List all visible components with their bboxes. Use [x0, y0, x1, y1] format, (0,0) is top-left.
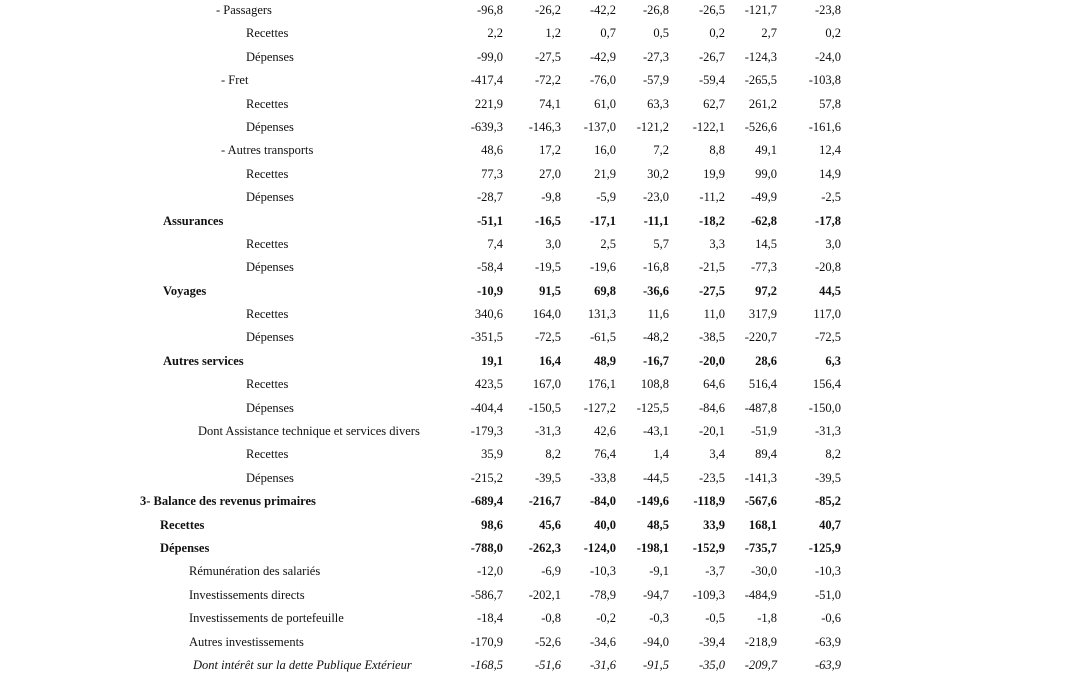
row-value: 7,4	[487, 236, 503, 251]
table-row	[0, 373, 1080, 396]
row-value: -121,7	[744, 3, 777, 17]
row-value: 17,2	[539, 143, 561, 158]
row-value: -33,8	[589, 470, 616, 485]
table-row	[0, 280, 1080, 303]
row-value: -51,0	[814, 587, 841, 602]
row-value: -351,5	[470, 330, 503, 345]
row-label: - Fret	[221, 73, 249, 88]
table-row	[0, 560, 1080, 583]
row-value: -586,7	[470, 587, 503, 602]
row-value: -72,5	[534, 330, 561, 345]
row-value: -20,1	[698, 424, 725, 439]
row-value: -20,8	[814, 260, 841, 275]
row-label: Dépenses	[246, 190, 294, 205]
row-label: Dépenses	[246, 119, 294, 134]
row-value: -85,2	[814, 494, 841, 509]
row-value: -19,6	[589, 260, 616, 275]
row-value: -12,0	[476, 564, 503, 579]
row-value: 40,0	[594, 517, 616, 532]
row-label: Dont intérêt sur la dette Publique Extérieur	[193, 657, 412, 672]
row-value: -404,4	[470, 400, 503, 415]
table-row	[0, 397, 1080, 420]
row-value: -122,1	[692, 119, 725, 134]
row-value: 89,4	[755, 447, 777, 462]
table-row	[0, 116, 1080, 139]
row-value: 261,2	[748, 96, 777, 111]
row-value: -42,9	[589, 49, 616, 64]
row-label: Dépenses	[246, 330, 294, 345]
row-value: 1,4	[653, 447, 669, 462]
row-value: 12,4	[819, 143, 841, 158]
row-value: 48,9	[594, 353, 616, 368]
row-value: -39,4	[698, 634, 725, 649]
row-value: 48,6	[481, 143, 503, 158]
row-value: -30,0	[750, 564, 777, 579]
row-value: -57,9	[642, 73, 669, 88]
row-value: 423,5	[474, 377, 503, 392]
row-value: -161,6	[808, 119, 841, 134]
row-value: -78,9	[589, 587, 616, 602]
row-value: -262,3	[528, 540, 561, 555]
row-value: -49,9	[750, 190, 777, 205]
row-value: -62,8	[750, 213, 777, 228]
row-value: 91,5	[539, 283, 561, 298]
row-label: Dépenses	[246, 260, 294, 275]
row-value: -39,5	[814, 470, 841, 485]
table-row	[0, 631, 1080, 654]
row-value: -52,6	[534, 634, 561, 649]
table-row	[0, 537, 1080, 560]
row-value: -124,0	[583, 540, 616, 555]
row-value: -216,7	[528, 494, 561, 509]
row-value: 35,9	[481, 447, 503, 462]
row-label: Recettes	[246, 377, 289, 392]
row-value: -198,1	[636, 540, 669, 555]
row-value: 2,2	[487, 26, 503, 41]
row-value: -109,3	[692, 587, 725, 602]
row-value: 45,6	[539, 517, 561, 532]
row-value: -28,7	[476, 190, 503, 205]
row-value: 27,0	[539, 166, 561, 181]
table-row	[0, 607, 1080, 630]
row-value: 44,5	[819, 283, 841, 298]
row-value: -48,2	[642, 330, 669, 345]
row-value: 49,1	[755, 143, 777, 158]
row-value: 131,3	[587, 307, 616, 322]
row-label: Recettes	[246, 26, 289, 41]
table-row	[0, 326, 1080, 349]
row-value: 2,7	[761, 26, 777, 41]
row-value: -0,5	[705, 611, 725, 626]
table-row	[0, 467, 1080, 490]
row-value: -23,8	[814, 3, 841, 17]
row-value: -141,3	[744, 470, 777, 485]
row-label: Recettes	[246, 236, 289, 251]
row-value: -31,3	[814, 424, 841, 439]
row-value: -94,7	[642, 587, 669, 602]
row-value: 0,7	[600, 26, 616, 41]
row-value: 69,8	[594, 283, 616, 298]
row-value: -103,8	[808, 73, 841, 88]
row-value: -17,8	[814, 213, 841, 228]
row-value: 48,5	[647, 517, 669, 532]
row-value: -43,1	[642, 424, 669, 439]
table-row	[0, 256, 1080, 279]
row-value: 167,0	[532, 377, 561, 392]
row-value: -19,5	[534, 260, 561, 275]
row-value: -121,2	[636, 119, 669, 134]
row-value: 7,2	[653, 143, 669, 158]
table-row	[0, 210, 1080, 233]
row-value: -77,3	[750, 260, 777, 275]
row-value: 8,2	[825, 447, 841, 462]
row-value: 108,8	[640, 377, 669, 392]
row-value: -35,0	[698, 657, 725, 672]
row-value: 16,4	[539, 353, 561, 368]
table-row	[0, 303, 1080, 326]
row-value: -76,0	[589, 73, 616, 88]
table-row	[0, 350, 1080, 373]
row-value: -23,5	[698, 470, 725, 485]
row-value: -61,5	[589, 330, 616, 345]
row-value: 340,6	[474, 307, 503, 322]
row-value: -26,7	[698, 49, 725, 64]
row-value: -84,0	[589, 494, 616, 509]
table-row	[0, 420, 1080, 443]
row-value: -3,7	[705, 564, 725, 579]
row-value: -1,8	[757, 611, 777, 626]
row-value: -202,1	[528, 587, 561, 602]
row-value: -417,4	[470, 73, 503, 88]
row-value: -63,9	[814, 634, 841, 649]
row-value: -209,7	[744, 657, 777, 672]
row-value: 77,3	[481, 166, 503, 181]
row-value: 61,0	[594, 96, 616, 111]
row-value: -179,3	[470, 424, 503, 439]
row-value: 164,0	[532, 307, 561, 322]
row-value: -170,9	[470, 634, 503, 649]
row-value: -58,4	[476, 260, 503, 275]
row-value: 156,4	[812, 377, 841, 392]
row-value: -91,5	[642, 657, 669, 672]
table-row	[0, 490, 1080, 513]
row-value: -20,0	[698, 353, 725, 368]
row-value: 317,9	[748, 307, 777, 322]
row-value: 176,1	[587, 377, 616, 392]
row-value: -6,9	[541, 564, 561, 579]
row-label: Dépenses	[246, 470, 294, 485]
row-value: -59,4	[698, 73, 725, 88]
row-value: -27,5	[698, 283, 725, 298]
row-value: -36,6	[642, 283, 669, 298]
row-value: -788,0	[470, 540, 503, 555]
row-value: 42,6	[594, 424, 616, 439]
row-value: -125,9	[808, 540, 841, 555]
row-value: 16,0	[594, 143, 616, 158]
row-value: -10,9	[476, 283, 503, 298]
row-value: -150,5	[528, 400, 561, 415]
row-value: -146,3	[528, 119, 561, 134]
table-row	[0, 654, 1080, 677]
table-row	[0, 69, 1080, 92]
row-value: -11,1	[643, 213, 669, 228]
row-label: Recettes	[246, 447, 289, 462]
row-value: 2,5	[600, 236, 616, 251]
row-label: Recettes	[160, 517, 205, 532]
row-value: -127,2	[583, 400, 616, 415]
row-label: Dépenses	[246, 400, 294, 415]
row-value: 19,9	[703, 166, 725, 181]
row-value: 14,9	[819, 166, 841, 181]
row-value: -24,0	[814, 49, 841, 64]
row-value: 8,2	[545, 447, 561, 462]
table-row	[0, 514, 1080, 537]
row-value: -16,5	[534, 213, 561, 228]
row-value: -0,6	[821, 611, 841, 626]
row-value: 1,2	[545, 26, 561, 41]
table-row	[0, 46, 1080, 69]
row-value: 30,2	[647, 166, 669, 181]
row-value: 221,9	[474, 96, 503, 111]
row-value: -17,1	[589, 213, 616, 228]
row-value: -38,5	[698, 330, 725, 345]
row-value: 14,5	[755, 236, 777, 251]
row-value: -34,6	[589, 634, 616, 649]
row-value: -94,0	[642, 634, 669, 649]
row-value: -9,8	[541, 190, 561, 205]
table-row	[0, 186, 1080, 209]
row-value: 57,8	[819, 96, 841, 111]
table-row	[0, 163, 1080, 186]
row-value: 98,6	[481, 517, 503, 532]
row-value: -27,5	[534, 49, 561, 64]
row-value: -44,5	[642, 470, 669, 485]
row-value: -51,1	[476, 213, 503, 228]
row-value: -220,7	[744, 330, 777, 345]
row-value: -42,2	[589, 3, 616, 17]
row-value: -84,6	[698, 400, 725, 415]
row-value: 168,1	[748, 517, 777, 532]
row-value: -168,5	[470, 657, 503, 672]
row-value: -72,5	[814, 330, 841, 345]
row-value: -63,9	[814, 657, 841, 672]
row-value: -152,9	[692, 540, 725, 555]
row-label: Autres investissements	[189, 634, 304, 649]
row-label: Recettes	[246, 96, 289, 111]
row-value: -487,8	[744, 400, 777, 415]
row-value: -124,3	[744, 49, 777, 64]
row-value: 5,7	[653, 236, 669, 251]
row-value: -11,2	[699, 190, 725, 205]
row-value: -51,6	[534, 657, 561, 672]
row-label: 3- Balance des revenus primaires	[140, 494, 316, 509]
row-value: 64,6	[703, 377, 725, 392]
row-value: -149,6	[636, 494, 669, 509]
row-value: -26,2	[534, 3, 561, 17]
row-value: -18,2	[698, 213, 725, 228]
row-value: 76,4	[594, 447, 616, 462]
row-label: Recettes	[246, 307, 289, 322]
row-value: 3,4	[709, 447, 725, 462]
row-value: -99,0	[476, 49, 503, 64]
row-value: 19,1	[481, 353, 503, 368]
row-value: -27,3	[642, 49, 669, 64]
table-row	[0, 233, 1080, 256]
row-value: 8,8	[709, 143, 725, 158]
row-value: -9,1	[649, 564, 669, 579]
row-value: -735,7	[744, 540, 777, 555]
table-row	[0, 93, 1080, 116]
row-label: Dont Assistance technique et services divers	[198, 424, 420, 439]
row-label: Investissements de portefeuille	[189, 611, 344, 626]
row-value: -150,0	[808, 400, 841, 415]
row-value: 40,7	[819, 517, 841, 532]
row-value: -484,9	[744, 587, 777, 602]
row-label: Autres services	[163, 353, 244, 368]
row-value: 33,9	[703, 517, 725, 532]
row-value: -23,0	[642, 190, 669, 205]
row-value: -10,3	[814, 564, 841, 579]
row-value: -0,8	[541, 611, 561, 626]
row-value: 0,2	[825, 26, 841, 41]
row-label: Dépenses	[246, 49, 294, 64]
table-row	[0, 584, 1080, 607]
row-value: -21,5	[698, 260, 725, 275]
table-row	[0, 22, 1080, 45]
row-value: -2,5	[821, 190, 841, 205]
row-value: -0,2	[596, 611, 616, 626]
row-value: 3,0	[545, 236, 561, 251]
row-value: -39,5	[534, 470, 561, 485]
row-value: -31,6	[589, 657, 616, 672]
row-label: Dépenses	[160, 540, 210, 555]
row-value: -10,3	[589, 564, 616, 579]
row-value: 3,3	[709, 236, 725, 251]
table-row	[0, 139, 1080, 162]
row-value: -72,2	[534, 73, 561, 88]
row-value: 62,7	[703, 96, 725, 111]
table-row	[0, 0, 1080, 22]
row-value: -0,3	[649, 611, 669, 626]
row-value: -26,5	[698, 3, 725, 17]
row-value: -215,2	[470, 470, 503, 485]
row-value: 97,2	[755, 283, 777, 298]
row-value: -567,6	[744, 494, 777, 509]
row-value: 21,9	[594, 166, 616, 181]
row-value: -118,9	[693, 494, 725, 509]
row-value: 3,0	[825, 236, 841, 251]
row-value: -125,5	[636, 400, 669, 415]
row-value: 63,3	[647, 96, 669, 111]
row-label: Recettes	[246, 166, 289, 181]
row-value: -5,9	[596, 190, 616, 205]
row-value: 0,5	[653, 26, 669, 41]
row-value: 99,0	[755, 166, 777, 181]
row-value: -26,8	[642, 3, 669, 17]
row-value: -639,3	[470, 119, 503, 134]
row-value: 0,2	[709, 26, 725, 41]
row-value: 117,0	[813, 307, 841, 322]
row-value: -96,8	[476, 3, 503, 17]
row-value: -265,5	[744, 73, 777, 88]
row-value: 11,0	[703, 307, 725, 322]
row-value: 74,1	[539, 96, 561, 111]
row-value: 11,6	[647, 307, 669, 322]
row-value: -18,4	[476, 611, 503, 626]
row-label: - Passagers	[216, 3, 272, 17]
row-value: -51,9	[750, 424, 777, 439]
row-label: Voyages	[163, 283, 207, 298]
row-label: - Autres transports	[221, 143, 314, 158]
row-label: Rémunération des salariés	[189, 564, 321, 579]
row-value: 6,3	[825, 353, 841, 368]
row-value: 28,6	[755, 353, 777, 368]
table-row	[0, 443, 1080, 466]
row-value: -689,4	[470, 494, 503, 509]
row-value: -16,7	[642, 353, 669, 368]
row-value: -137,0	[583, 119, 616, 134]
row-value: -218,9	[744, 634, 777, 649]
row-value: -16,8	[642, 260, 669, 275]
row-label: Assurances	[163, 213, 224, 228]
row-value: -526,6	[744, 119, 777, 134]
row-value: 516,4	[748, 377, 777, 392]
row-value: -31,3	[534, 424, 561, 439]
row-label: Investissements directs	[189, 587, 305, 602]
